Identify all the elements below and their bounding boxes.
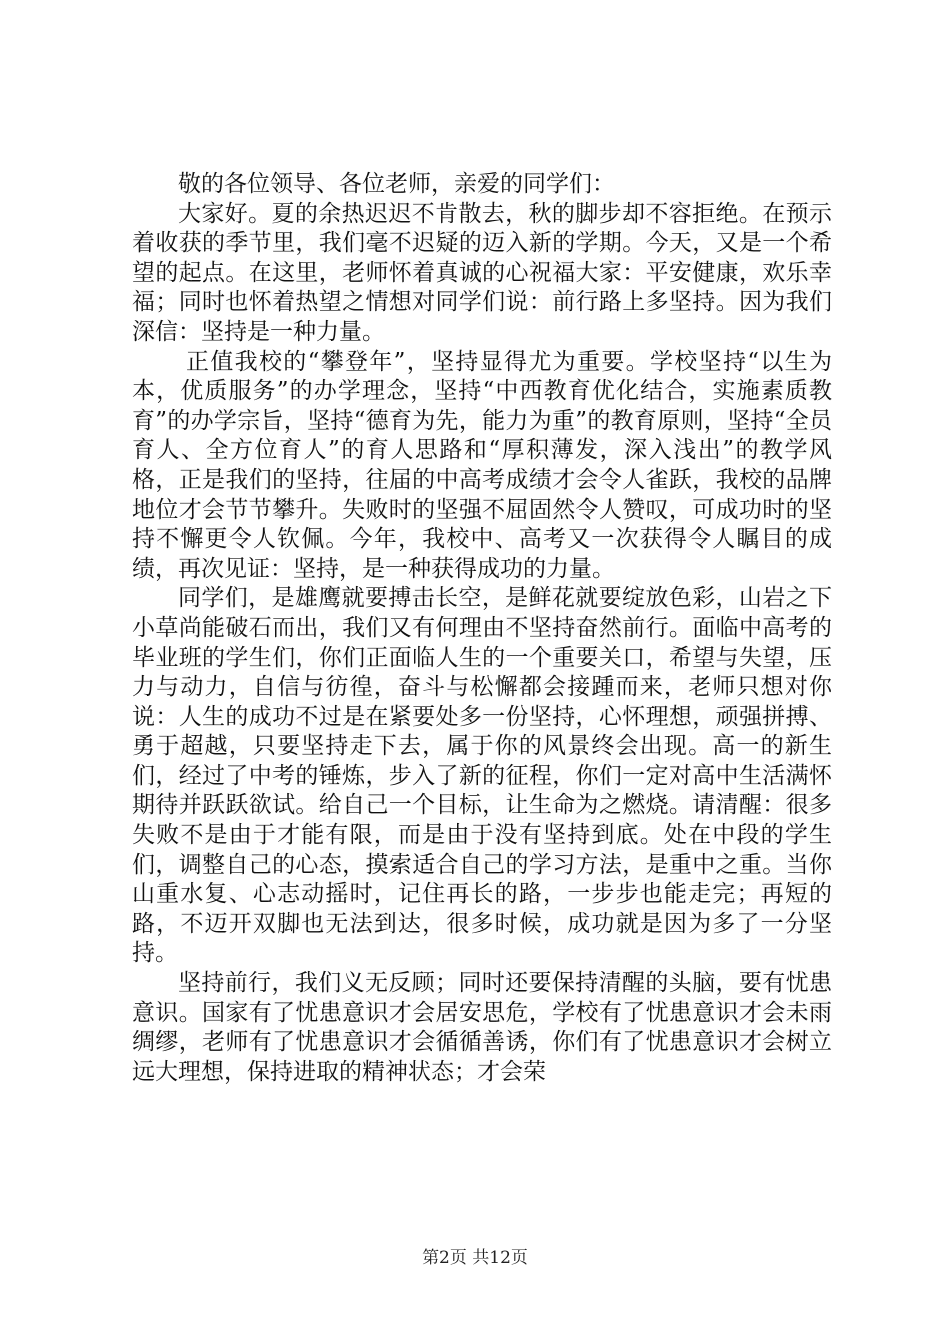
- paragraph-awareness: 坚持前行，我们义无反顾；同时还要保持清醒的头脑，要有忧患意识。国家有了忧患意识才会居安思危，学校有了忧患意识才会未雨绸缪，老师有了忧患意识才会循循善诱，你们有了忧患意识才会树立远大理想，保持进取的精神状态；才会荣: [132, 970, 832, 1085]
- page-footer: 第2页 共12页: [422, 1248, 528, 1268]
- paragraph-school-persistence: 正值我校的“攀登年”，坚持显得尤为重要。学校坚持“以生为本，优质服务”的办学理念，坚持“中西教育优化结合，实施素质教育”的办学宗旨，坚持“德育为先，能力为重”的教育原则，坚持“全员育人、全方位育人”的育人思路和“厚积薄发，深入浅出”的教学风格，正是我们的坚持，往届的中高考成绩才会令人雀跃，我校的品牌地位才会节节攀升。失败时的坚强不屈固然令人赞叹，可成功时的坚持不懈更令人钦佩。今年，我校中、高考又一次获得令人瞩目的成绩，再次见证：坚持，是一种获得成功的力量。: [132, 348, 832, 582]
- paragraph-students: 同学们，是雄鹰就要搏击长空，是鲜花就要绽放色彩，山岩之下小草尚能破石而出，我们又有何理由不坚持奋然前行。面临中高考的毕业班的学生们，你们正面临人生的一个重要关口，希望与失望，压力与动力，自信与彷徨，奋斗与松懈都会接踵而来，老师只想对你说：人生的成功不过是在紧要处多一份坚持，心怀理想，顽强拼搏、勇于超越，只要坚持走下去，属于你的风景终会出现。高一的新生们，经过了中考的锤炼，步入了新的征程，你们一定对高中生活满怀期待并跃跃欲试。给自己一个目标，让生命为之燃烧。请清醒：很多失败不是由于才能有限，而是由于没有坚持到底。处在中段的学生们，调整自己的心态，摸索适合自己的学习方法，是重中之重。当你山重水复、心志动摇时，记住再长的路，一步步也能走完；再短的路，不迈开双脚也无法到达，很多时候，成功就是因为多了一分坚持。: [132, 585, 832, 967]
- paragraph-salutation: 敬的各位领导、各位老师，亲爱的同学们：: [178, 171, 615, 197]
- body-text: [132, 170, 832, 1087]
- paragraph-greeting: 大家好。夏的余热迟迟不肯散去，秋的脚步却不容拒绝。在预示着收获的季节里，我们毫不迟疑的迈入新的学期。今天，又是一个希望的起点。在这里，老师怀着真诚的心祝福大家：平安健康，欢乐幸福；同时也怀着热望之情想对同学们说：前行路上多坚持。因为我们深信：坚持是一种力量。: [132, 200, 832, 345]
